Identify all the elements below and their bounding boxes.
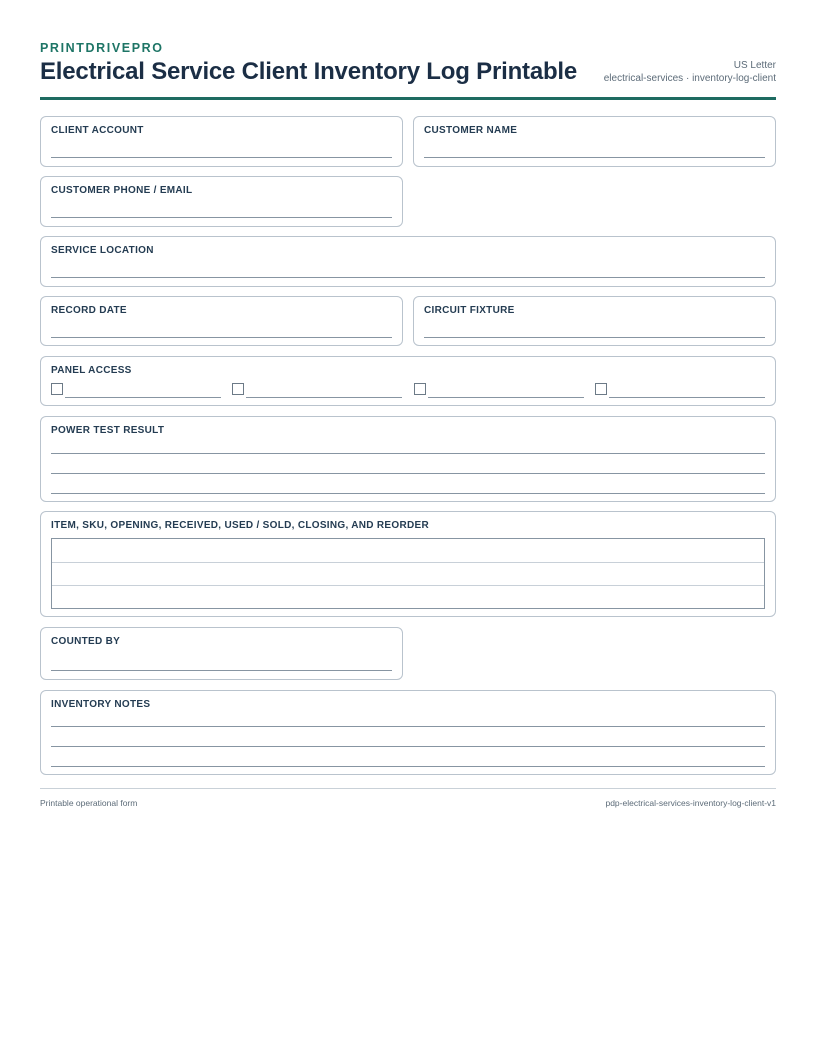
field-label: POWER TEST RESULT — [51, 425, 165, 436]
panel-access-option-line-3[interactable] — [428, 397, 584, 398]
field-label: INVENTORY NOTES — [51, 699, 151, 710]
paper-size: US Letter — [733, 60, 776, 71]
footer-form-id: pdp-electrical-services-inventory-log-client-v1 — [605, 798, 776, 808]
table-row-divider — [52, 562, 764, 563]
inventory-table — [51, 538, 765, 609]
form-header — [40, 40, 776, 100]
panel-access-checkbox-2[interactable] — [232, 383, 244, 395]
field-label: CUSTOMER PHONE / EMAIL — [51, 185, 193, 196]
form-meta — [604, 59, 776, 85]
field-label: CLIENT ACCOUNT — [51, 125, 144, 136]
inventory-table-field — [40, 511, 776, 617]
inventory-notes-line-3[interactable] — [51, 766, 765, 767]
panel-access-checkbox-4[interactable] — [595, 383, 607, 395]
form-footer — [40, 788, 776, 808]
form-title: Electrical Service Client Inventory Log Printable — [40, 58, 578, 85]
field-label: COUNTED BY — [51, 636, 121, 647]
field-label: CUSTOMER NAME — [424, 125, 518, 136]
table-row-divider — [52, 585, 764, 586]
inventory-notes-line-2[interactable] — [51, 746, 765, 747]
circuit-fixture-field — [413, 296, 776, 346]
brand-name: PRINTDRIVEPRO — [40, 41, 164, 55]
field-label: SERVICE LOCATION — [51, 245, 154, 256]
field-label: PANEL ACCESS — [51, 365, 132, 376]
client-account-input-line[interactable] — [51, 157, 392, 158]
field-label: RECORD DATE — [51, 305, 127, 316]
client-account-field — [40, 116, 403, 167]
service-location-field — [40, 236, 776, 287]
inventory-notes-field — [40, 690, 776, 775]
panel-access-option-line-2[interactable] — [246, 397, 402, 398]
service-location-input-line[interactable] — [51, 277, 765, 278]
power-test-result-field — [40, 416, 776, 502]
customer-name-input-line[interactable] — [424, 157, 765, 158]
power-test-result-line-1[interactable] — [51, 453, 765, 454]
panel-access-checkbox-1[interactable] — [51, 383, 63, 395]
power-test-result-line-2[interactable] — [51, 473, 765, 474]
record-date-input-line[interactable] — [51, 337, 392, 338]
footer-description: Printable operational form — [40, 798, 138, 808]
form-tags: electrical-services · inventory-log-client — [603, 73, 776, 84]
inventory-notes-line-1[interactable] — [51, 726, 765, 727]
panel-access-checkbox-3[interactable] — [414, 383, 426, 395]
customer-contact-input-line[interactable] — [51, 217, 392, 218]
field-label: CIRCUIT FIXTURE — [424, 305, 515, 316]
record-date-field — [40, 296, 403, 346]
circuit-fixture-input-line[interactable] — [424, 337, 765, 338]
customer-name-field — [413, 116, 776, 167]
counted-by-field — [40, 627, 403, 680]
panel-access-option-line-4[interactable] — [609, 397, 765, 398]
customer-contact-field — [40, 176, 403, 227]
power-test-result-line-3[interactable] — [51, 493, 765, 494]
panel-access-field — [40, 356, 776, 406]
panel-access-option-line-1[interactable] — [65, 397, 221, 398]
field-label: ITEM, SKU, OPENING, RECEIVED, USED / SOLD, CLOSING, AND REORDER — [51, 520, 430, 531]
counted-by-input-line[interactable] — [51, 670, 392, 671]
